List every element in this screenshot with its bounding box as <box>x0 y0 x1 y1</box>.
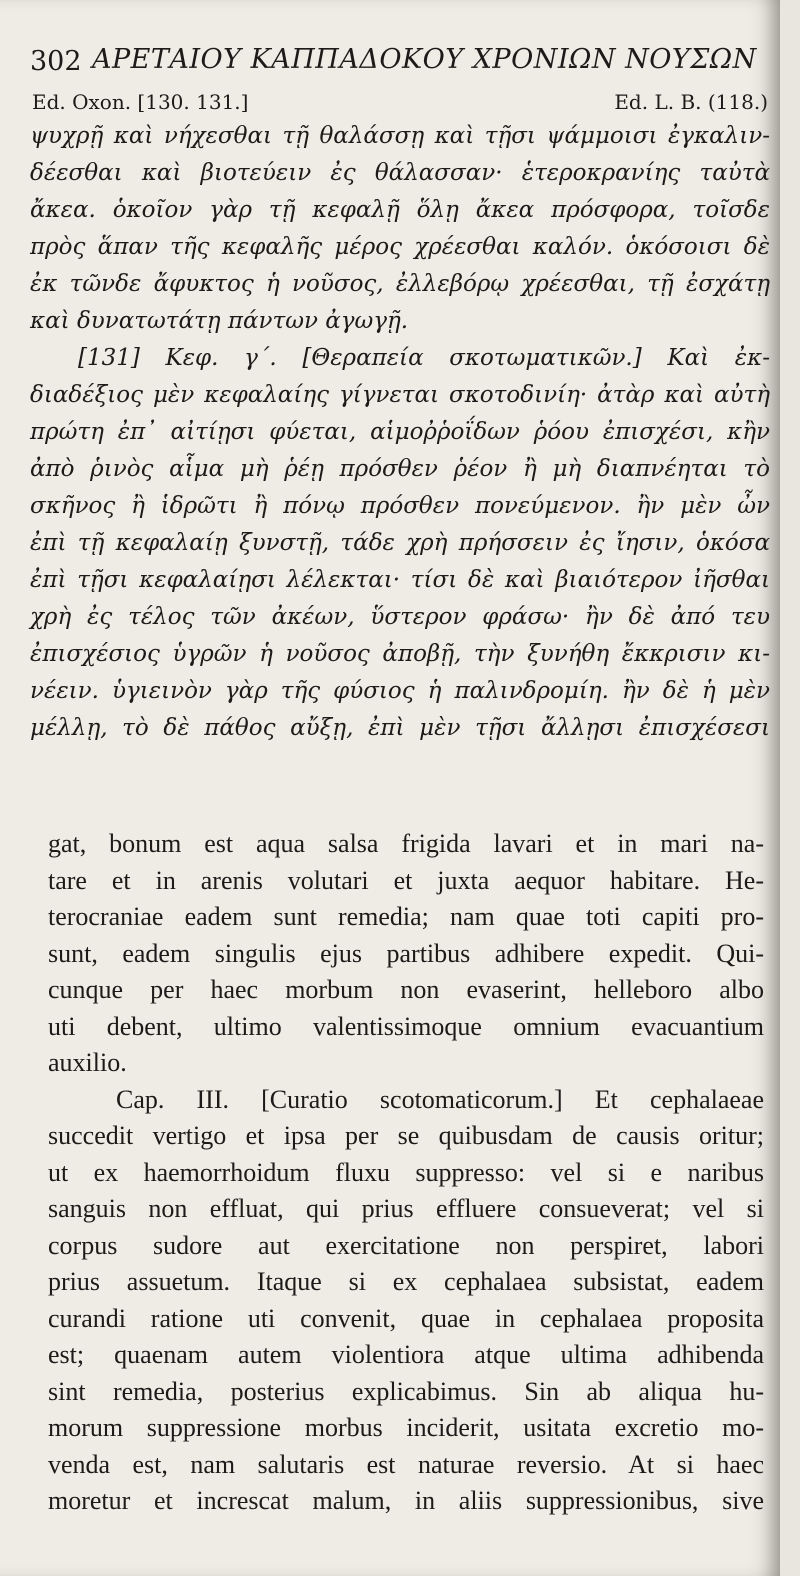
greek-text-block <box>30 118 770 747</box>
greek-line: ἄκεα. ὁκοῖον γὰρ τῇ κεφαλῇ ὅλῃ ἄκεα πρόσφορα, τοῖσδε <box>30 197 770 223</box>
greek-line: μέλλῃ, τὸ δὲ πάθος αὔξῃ, ἐπὶ μὲν τῇσι ἄλλῃσι ἐπισχέσεσι <box>30 715 770 741</box>
page-number: 302 <box>30 46 82 77</box>
latin-line: corpus sudore aut exercitatione non perspiret, labori <box>48 1230 764 1260</box>
greek-line: ἐπισχέσιος ὑγρῶν ἡ νοῦσος ἀποβῇ, τὴν ξυνήθη ἔκκρισιν κι- <box>30 641 770 667</box>
latin-line: venda est, nam salutaris est naturae reversio. At si haec <box>48 1449 764 1479</box>
latin-line: prius assuetum. Itaque si ex cephalaea subsistat, eadem <box>48 1267 764 1296</box>
greek-line: πρώτη ἐπ᾽ αἰτίῃσι φύεται, αἱμοῤῥοΐδων ῥόου ἐπισχέσι, κἢν <box>30 419 770 445</box>
greek-line: ἐκ τῶνδε ἄφυκτος ἡ νοῦσος, ἐλλεβόρῳ χρέεσθαι, τῇ ἐσχάτῃ <box>30 271 770 297</box>
latin-line: succedit vertigo et ipsa per se quibusdam de causis oritur; <box>48 1121 764 1150</box>
page-header <box>30 40 770 80</box>
latin-line: auxilio. <box>48 1048 127 1077</box>
greek-line: ἐπὶ τῇσι κεφαλαίῃσι λέλεκται· τίσι δὲ καὶ βιαιότερον ἰῆσθαι <box>30 567 770 593</box>
latin-line: sint remedia, posterius explicabimus. Sin ab aliqua hu- <box>48 1376 764 1406</box>
latin-line: ut ex haemorrhoidum fluxu suppresso: vel si e naribus <box>48 1157 764 1187</box>
latin-line: cunque per haec morbum non evaserint, helleboro albo <box>48 975 764 1004</box>
greek-line: σκῆνος ἢ ἱδρῶτι ἢ πόνῳ πρόσθεν πονεύμενον. ἢν μὲν ὦν <box>30 493 770 519</box>
edition-leiden-reference: Ed. L. B. (118.) <box>614 90 768 114</box>
greek-line: ψυχρῇ καὶ νήχεσθαι τῇ θαλάσσῃ καὶ τῇσι ψάμμοισι ἐγκαλιν- <box>30 123 770 149</box>
latin-line: est; quaenam autem violentiora atque ultima adhibenda <box>48 1340 764 1369</box>
latin-line: sunt, eadem singulis ejus partibus adhibere expedit. Qui- <box>48 938 764 968</box>
edition-reference-line <box>30 90 770 120</box>
running-title: ΑΡΕΤΑΙΟΥ ΚΑΠΠΑΔΟΚΟΥ ΧΡΟΝΙΩΝ ΝΟΥΣΩΝ <box>92 44 757 75</box>
latin-line: sanguis non effluat, qui prius effluere consueverat; vel si <box>48 1194 764 1223</box>
latin-line: uti debent, ultimo valentissimoque omnium evacuantium <box>48 1011 764 1041</box>
latin-line: gat, bonum est aqua salsa frigida lavari et in mari na- <box>48 829 764 858</box>
greek-line: διαδέξιος μὲν κεφαλαίης γίγνεται σκοτοδινίη· ἀτὰρ καὶ αὐτὴ <box>30 382 770 408</box>
edition-oxford-reference: Ed. Oxon. [130. 131.] <box>32 90 249 114</box>
greek-chapter-heading-line: [131] Κεφ. γ΄. [Θεραπεία σκοτωματικῶν.] Καὶ ἐκ- <box>78 345 770 371</box>
greek-line: δέεσθαι καὶ βιοτεύειν ἐς θάλασσαν· ἑτεροκρανίης ταὐτὰ <box>30 160 770 186</box>
latin-text-block <box>48 826 764 1520</box>
greek-line: πρὸς ἅπαν τῆς κεφαλῆς μέρος χρέεσθαι καλόν. ὁκόσοισι δὲ <box>30 234 770 260</box>
latin-line: terocraniae eadem sunt remedia; nam quae toti capiti pro- <box>48 902 764 931</box>
latin-line: tare et in arenis volutari et juxta aequor habitare. He- <box>48 865 764 895</box>
latin-line: curandi ratione uti convenit, quae in cephalaea proposita <box>48 1303 764 1333</box>
greek-line: χρὴ ἐς τέλος τῶν ἀκέων, ὕστερον φράσω· ἢν δὲ ἀπό τευ <box>30 604 770 630</box>
latin-chapter-heading-line: Cap. III. [Curatio scotomaticorum.] Et cephalaeae <box>116 1084 764 1114</box>
greek-line: καὶ δυνατωτάτῃ πάντων ἀγωγῇ. <box>30 308 409 334</box>
greek-line: νέειν. ὑγιεινὸν γὰρ τῆς φύσιος ἡ παλινδρομίη. ἢν δὲ ἡ μὲν <box>30 678 770 704</box>
latin-line: morum suppressione morbus inciderit, usitata excretio mo- <box>48 1413 764 1442</box>
latin-line: moretur et increscat malum, in aliis suppressionibus, sive <box>48 1486 764 1515</box>
greek-line: ἐπὶ τῇ κεφαλαίῃ ξυνστῇ, τάδε χρὴ πρήσσειν ἐς ἴησιν, ὁκόσα <box>30 530 770 556</box>
greek-line: ἀπὸ ῥινὸς αἷμα μὴ ῥέῃ πρόσθεν ῥέον ἢ μὴ διαπνέηται τὸ <box>30 456 770 482</box>
